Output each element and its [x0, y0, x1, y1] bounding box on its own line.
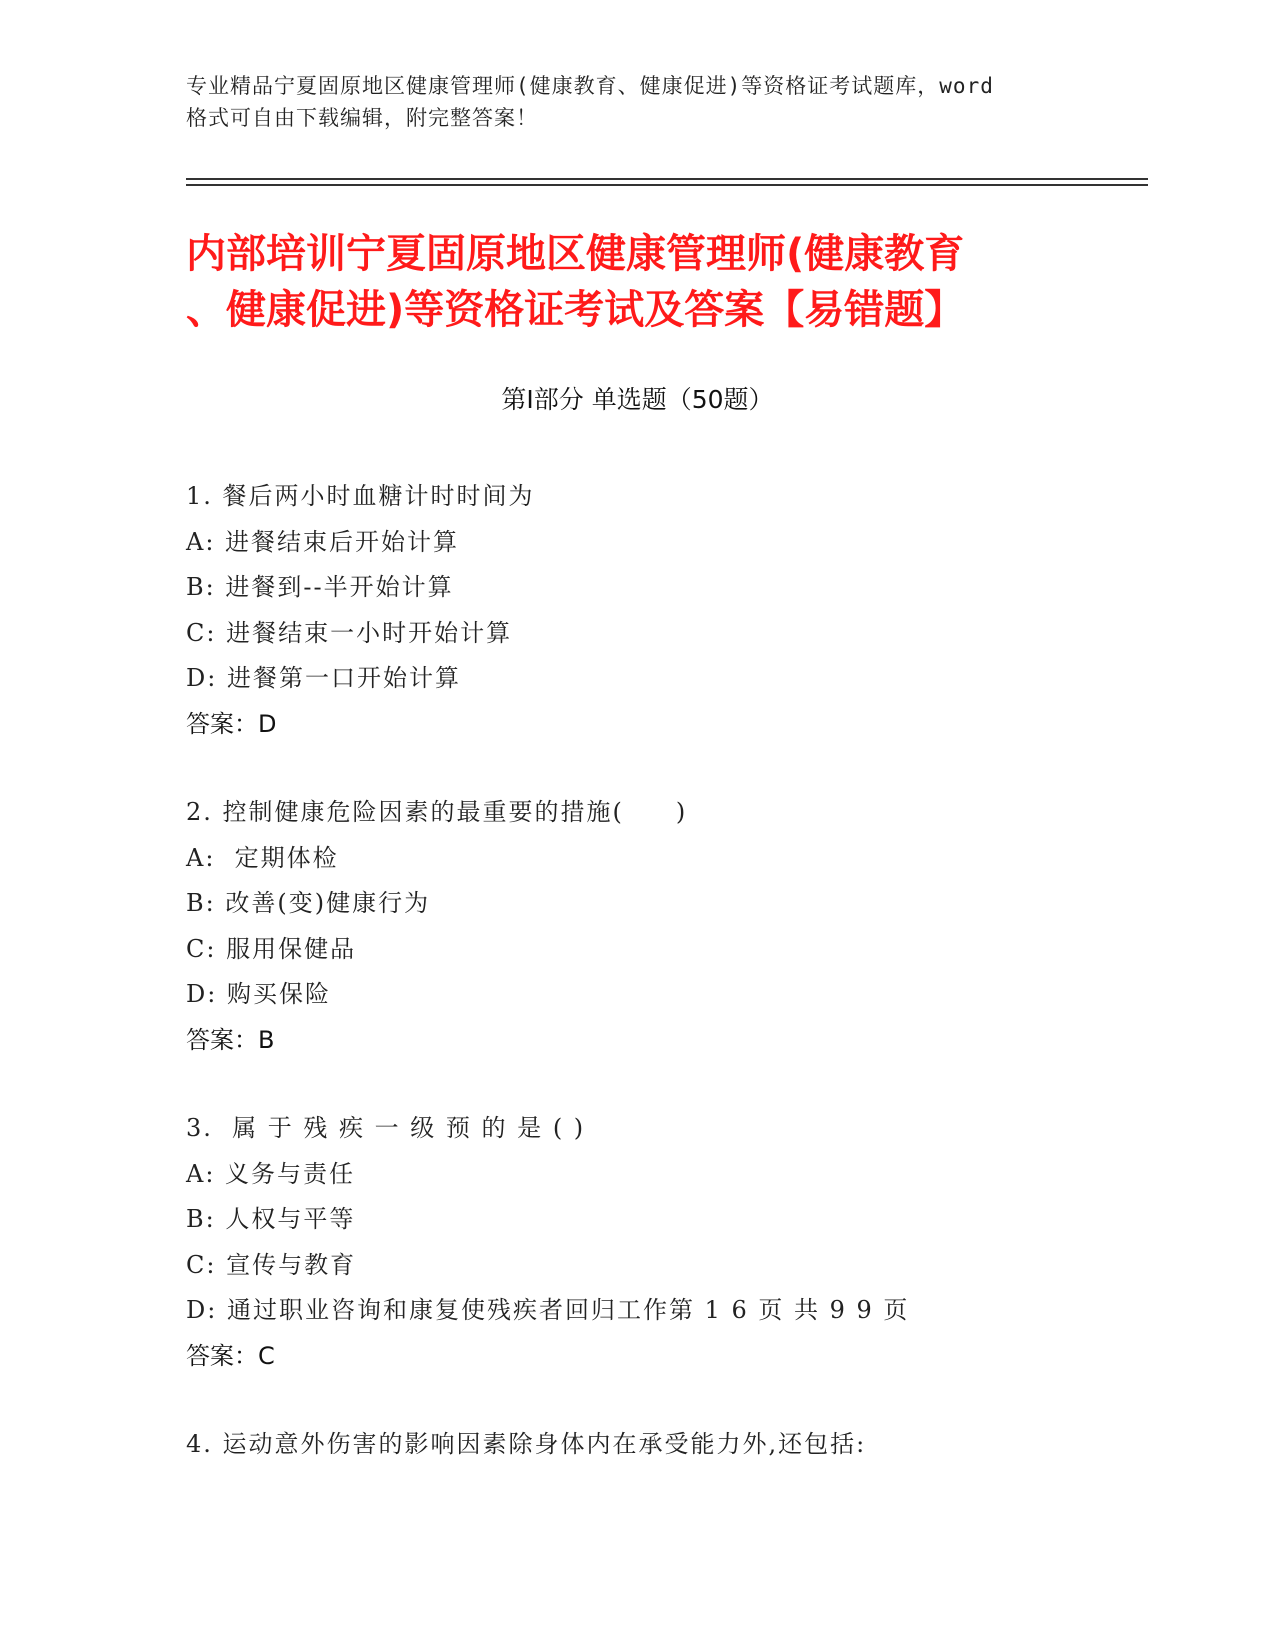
header-line-1: 专业精品宁夏固原地区健康管理师(健康教育、健康促进)等资格证考试题库，word: [186, 74, 994, 98]
document-header: [186, 70, 1086, 134]
question-stem: 3. 属 于 残 疾 一 级 预 的 是 ( ): [186, 1114, 586, 1142]
question-item: [186, 474, 1086, 747]
title-line-1: 内部培训宁夏固原地区健康管理师(健康教育: [186, 231, 965, 277]
option-b: B: 进餐到--半开始计算: [186, 573, 454, 601]
question-stem: 2. 控制健康危险因素的最重要的措施( ): [186, 798, 688, 826]
answer-line: 答案：D: [186, 709, 277, 738]
option-a: A: 义务与责任: [186, 1159, 356, 1188]
option-c: C: 服用保健品: [186, 934, 357, 963]
option-c: C: 宣传与教育: [186, 1250, 357, 1279]
header-divider-bottom: [186, 184, 1148, 186]
question-item: [186, 1422, 1086, 1468]
option-b: B: 人权与平等: [186, 1205, 356, 1233]
section-heading: 第Ⅰ部分 单选题（50题）: [501, 385, 774, 414]
answer-line: 答案：C: [186, 1341, 275, 1370]
question-stem: 4. 运动意外伤害的影响因素除身体内在承受能力外,还包括:: [186, 1430, 867, 1458]
option-a: A: 定期体检: [186, 843, 339, 872]
option-b: B: 改善(变)健康行为: [186, 889, 431, 917]
title-line-2: 、健康促进)等资格证考试及答案【易错题】: [186, 287, 965, 333]
header-divider-top: [186, 178, 1148, 180]
option-a: A: 进餐结束后开始计算: [186, 527, 460, 556]
option-d: D: 购买保险: [186, 980, 331, 1008]
option-c: C: 进餐结束一小时开始计算: [186, 618, 513, 647]
question-item: [186, 1106, 1086, 1379]
question-item: [186, 790, 1086, 1063]
header-line-2: 格式可自由下载编辑，附完整答案！: [186, 106, 538, 130]
option-d: D: 进餐第一口开始计算: [186, 664, 461, 692]
answer-line: 答案：B: [186, 1025, 275, 1054]
question-list: [186, 474, 1086, 1511]
question-stem: 1. 餐后两小时血糖计时时间为: [186, 482, 535, 510]
document-title: [186, 226, 1106, 338]
option-d: D: 通过职业咨询和康复使残疾者回归工作第 1 6 页 共 9 9 页: [186, 1296, 910, 1324]
